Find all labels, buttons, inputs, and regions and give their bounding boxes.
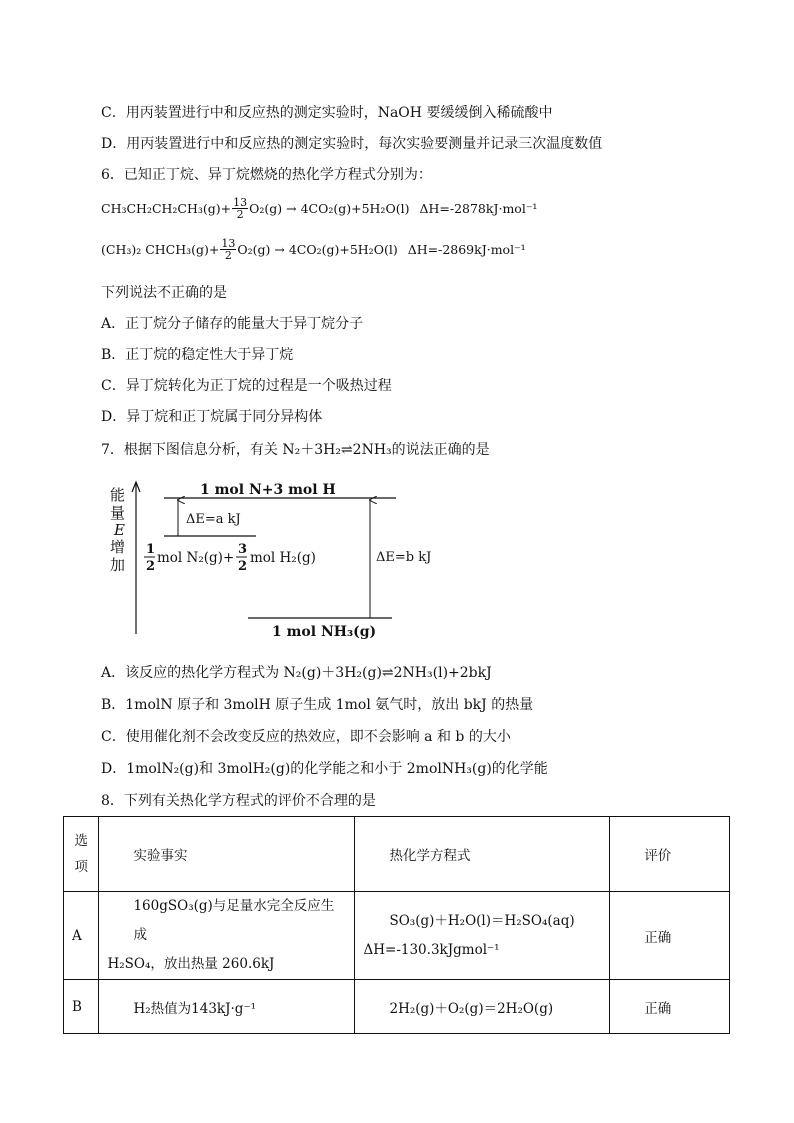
question-7: 7．根据下图信息分析，有关 N₂＋3H₂⇌2NH₃的说法正确的是 [101, 442, 490, 458]
question-6-prompt: 下列说法不正确的是 [101, 285, 227, 301]
equation-1-left: CH₃CH₂CH₂CH₃(g)+ [101, 201, 232, 216]
delta-a-label: ΔE=a kJ [186, 512, 241, 527]
row-option: A [64, 892, 99, 980]
header-evaluation: 评价 [610, 817, 730, 892]
option-7d: D．1molN₂(g)和 3molH₂(g)的化学能之和小于 2molNH₃(g)的化学能 [101, 761, 548, 777]
fraction-denominator: 2 [236, 208, 244, 221]
mid-level-label-pre: mol N₂(g)+ [157, 550, 235, 566]
option-6b: B．正丁烷的稳定性大于异丁烷 [101, 347, 294, 363]
evaluation-table [63, 816, 730, 1034]
mid-frac1-num: 1 [146, 542, 156, 557]
mid-frac2-num: 3 [238, 542, 248, 557]
option-6d: D．异丁烷和正丁烷属于同分异构体 [101, 409, 323, 425]
equation-2-left: (CH₃)₂ CHCH₃(g)+ [101, 242, 220, 257]
header-option: 选项 [64, 817, 99, 892]
equation-line-2: ΔH=-130.3kJgmol⁻¹ [363, 941, 500, 958]
table-header-row [64, 817, 730, 892]
row-fact [99, 892, 355, 980]
equation-2-right: O₂(g) → 4CO₂(g)+5H₂O(l) [237, 242, 398, 257]
option-5d: D．用丙装置进行中和反应热的测定实验时，每次实验要测量并记录三次温度数值 [101, 136, 603, 152]
mid-frac2-den: 2 [238, 559, 248, 574]
header-fact: 实验事实 [99, 817, 355, 892]
option-6a: A．正丁烷分子储存的能量大于异丁烷分子 [101, 316, 364, 332]
equation-isobutane [101, 238, 526, 261]
fact-line-2: H₂SO₄，放出热量 260.6kJ [107, 956, 275, 972]
row-equation [355, 892, 610, 980]
row-evaluation: 正确 [610, 892, 730, 980]
fraction-numerator: 13 [221, 237, 236, 250]
equation-1-enthalpy: ΔH=-2878kJ·mol⁻¹ [419, 201, 538, 216]
option-6c: C．异丁烷转化为正丁烷的过程是一个吸热过程 [101, 378, 392, 394]
axis-label-char-5: 加 [110, 556, 126, 574]
equation-n-butane [101, 197, 537, 220]
table-row [64, 980, 730, 1034]
row-equation: 2H₂(g)＋O₂(g)＝2H₂O(g) [355, 980, 610, 1034]
mid-frac1-den: 2 [146, 559, 156, 574]
row-option: B [64, 980, 99, 1034]
question-6: 6．已知正丁烷、异丁烷燃烧的热化学方程式分别为： [101, 167, 432, 183]
fraction-13-2 [220, 238, 236, 261]
delta-b-label: ΔE=b kJ [376, 550, 432, 565]
option-7b: B．1molN 原子和 3molH 原子生成 1mol 氨气时，放出 bkJ 的热量 [101, 697, 534, 713]
bottom-level-label: 1 mol NH₃(g) [272, 624, 377, 640]
axis-label-char-1: 能 [110, 486, 126, 504]
equation-2-enthalpy: ΔH=-2869kJ·mol⁻¹ [407, 242, 526, 257]
fraction-denominator: 2 [224, 249, 232, 262]
option-5c: C．用丙装置进行中和反应热的测定实验时，NaOH 要缓缓倒入稀硫酸中 [101, 105, 553, 121]
equation-1-right: O₂(g) → 4CO₂(g)+5H₂O(l) [249, 201, 410, 216]
mid-level-label-post: mol H₂(g) [250, 550, 316, 566]
equation-line-1: SO₃(g)＋H₂O(l)＝H₂SO₄(aq) [389, 912, 575, 929]
top-level-label: 1 mol N+3 mol H [200, 482, 336, 498]
fraction-13-2 [232, 197, 248, 220]
fact-line-1: 160gSO₃(g)与足量水完全反应生成 [133, 898, 335, 943]
question-8: 8．下列有关热化学方程式的评价不合理的是 [101, 793, 376, 809]
axis-label-char-3: E [114, 521, 125, 539]
axis-label-char-2: 量 [110, 504, 126, 522]
header-equation: 热化学方程式 [355, 817, 610, 892]
row-fact: H₂热值为143kJ·g⁻¹ [99, 980, 355, 1034]
option-7a: A．该反应的热化学方程式为 N₂(g)＋3H₂(g)⇌2NH₃(l)+2bkJ [101, 665, 492, 681]
axis-label-char-4: 增 [110, 538, 126, 556]
option-7c: C．使用催化剂不会改变反应的热效应，即不会影响 a 和 b 的大小 [101, 729, 511, 745]
fraction-numerator: 13 [233, 196, 248, 209]
energy-diagram [100, 478, 460, 643]
row-evaluation: 正确 [610, 980, 730, 1034]
table-row [64, 892, 730, 980]
